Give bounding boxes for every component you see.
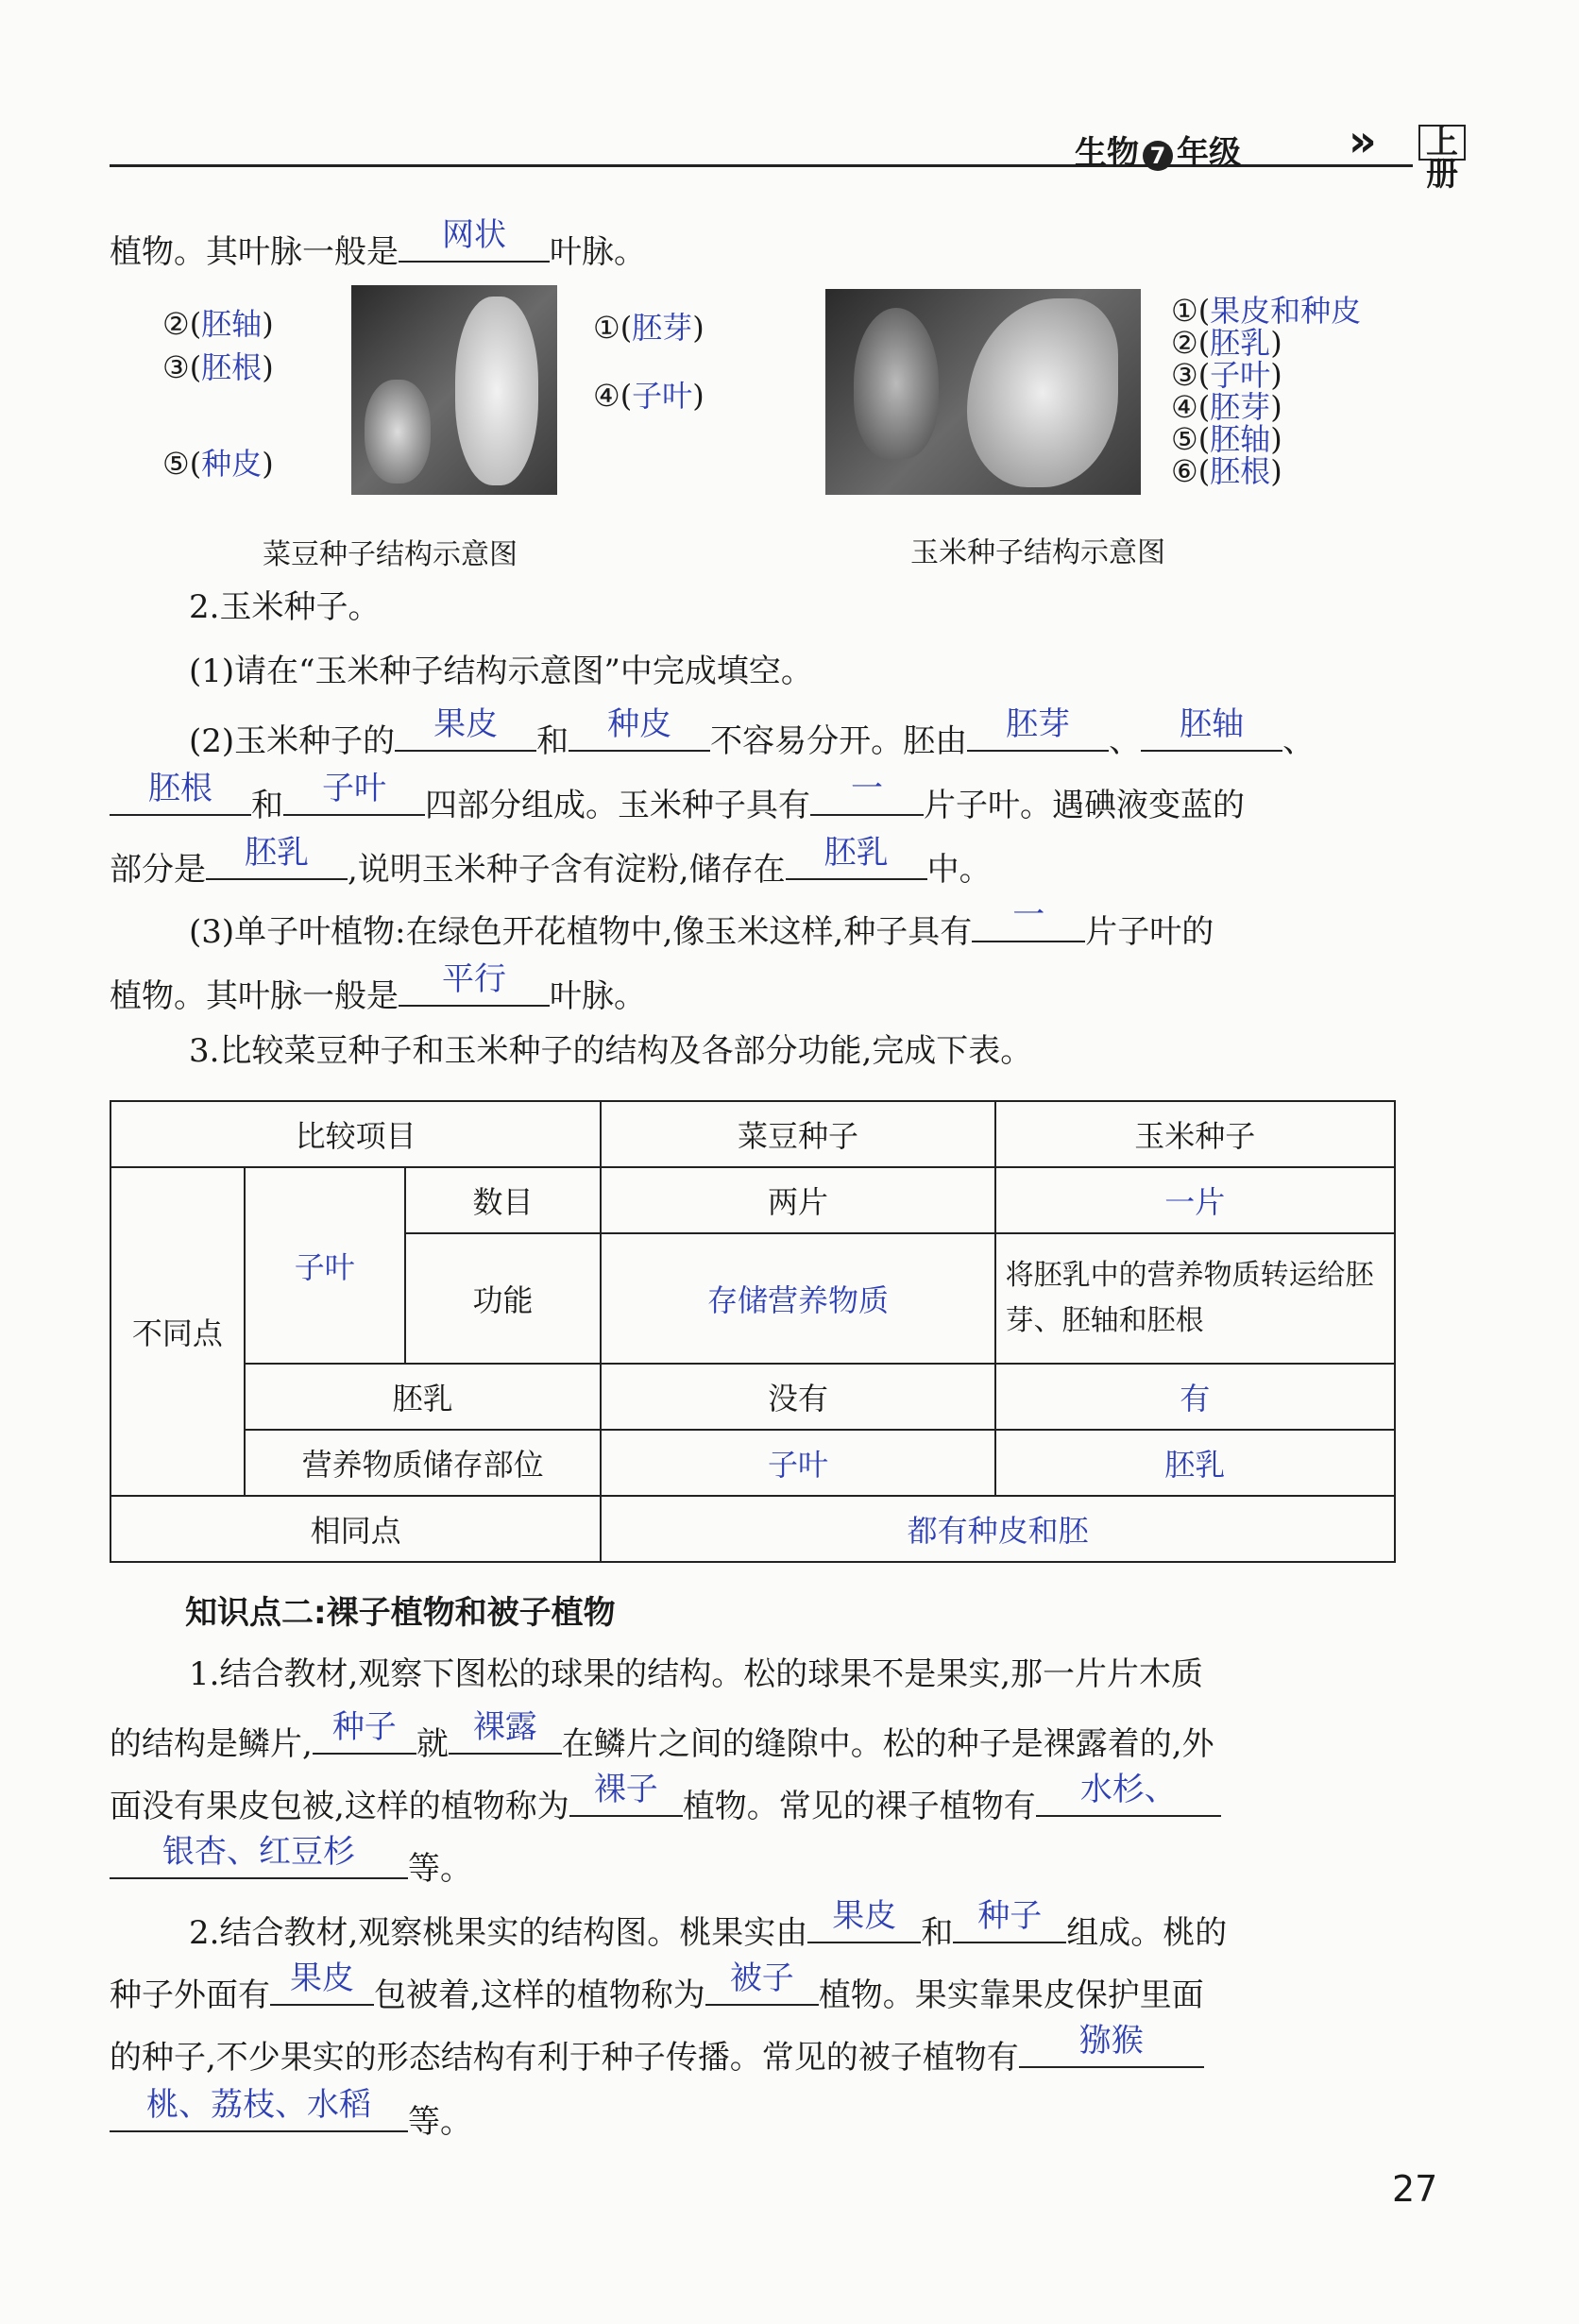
section-3-title: 3.比较菜豆种子和玉米种子的结构及各部分功能,完成下表。 [189,1032,1033,1070]
table-row [110,1496,1395,1562]
table-row [110,1167,1395,1233]
corn-label-4: ④(胚芽) [1171,389,1282,425]
blank-a2[interactable]: 种皮 [569,718,710,752]
bean-caption: 菜豆种子结构示意图 [263,538,518,571]
k2-p2-line1: 2.结合教材,观察桃果实的结构图。桃果实由 果皮 和 种子 组成。桃的 [189,1897,1228,1952]
knowledge-point-2-title: 知识点二:裸子植物和被子植物 [185,1594,616,1632]
corn-count: 一片 [995,1167,1395,1233]
corn-label-2: ②(胚乳) [1171,325,1282,361]
blank-a5[interactable]: 胚根 [110,782,251,816]
table-row [110,1364,1395,1430]
blank-a3[interactable]: 胚芽 [967,718,1109,752]
corn-label-6: ⑥(胚根) [1171,453,1282,489]
blank-c2[interactable]: 种子 [953,1909,1066,1943]
bean-label-3: ③(胚根) [162,349,274,385]
section-2-q2-line2: 胚根 和 子叶 四部分组成。玉米种子具有 一 片子叶。遇碘液变蓝的 [110,782,1245,822]
section-2-title: 2.玉米种子。 [189,588,381,626]
corn-seed-photo [825,289,1141,495]
bean-label-4: ④(子叶) [593,378,705,414]
function-label: 功能 [405,1233,602,1364]
th-item: 比较项目 [110,1101,601,1167]
grade-badge: 7 [1143,141,1173,171]
corn-function: 将胚乳中的营养物质转运给胚芽、胚轴和胚根 [995,1233,1395,1364]
k2-p2-line4: 桃、荔枝、水稻 等。 [110,2098,472,2138]
blank-a10[interactable]: 一 [972,908,1085,942]
bean-storage: 子叶 [601,1430,994,1496]
corn-caption: 玉米种子结构示意图 [910,536,1165,569]
k2-p2-line2: 种子外面有 果皮 包被着,这样的植物称为 被子 植物。果实靠果皮保护里面 [110,1959,1204,2014]
corn-label-3: ③(子叶) [1171,357,1282,393]
blank-b4[interactable]: 水杉、 [1036,1783,1221,1817]
corn-seed-section [854,308,939,459]
blank-a11[interactable]: 平行 [399,973,550,1007]
bean-count: 两片 [601,1167,994,1233]
bean-function: 存储营养物质 [601,1233,994,1364]
venation-line: 植物。其叶脉一般是 网状 叶脉。 [110,216,646,271]
corn-embryo [967,298,1118,487]
section-2-q3-line2: 植物。其叶脉一般是 平行 叶脉。 [110,960,646,1015]
blank-c1[interactable]: 果皮 [807,1909,921,1943]
bean-label-1: ①(胚芽) [593,310,705,346]
section-2-q2-line3: 部分是 胚乳 ,说明玉米种子含有淀粉,储存在 胚乳 中。 [110,834,992,889]
storage-label: 营养物质储存部位 [245,1430,601,1496]
th-corn: 玉米种子 [995,1101,1395,1167]
blank-b5[interactable]: 银杏、红豆杉 [110,1845,408,1879]
corn-label-1: ①(果皮和种皮 [1171,293,1362,329]
bean-cotyledon [455,297,538,485]
blank-b3[interactable]: 裸子 [569,1783,683,1817]
bean-endosperm: 没有 [601,1364,994,1430]
bean-seed-whole [365,380,431,483]
page-number: 27 [1392,2168,1438,2210]
section-2-q3-line1: (3)单子叶植物:在绿色开花植物中,像玉米这样,种子具有 一 片子叶的 [189,896,1214,951]
blank-c4[interactable]: 被子 [705,1972,819,2006]
blank-a6[interactable]: 子叶 [283,782,425,816]
blank-b1[interactable]: 种子 [313,1721,416,1755]
blank-a1[interactable]: 果皮 [395,718,536,752]
blank-a9[interactable]: 胚乳 [786,846,927,880]
header-volume: 上册 [1418,125,1466,161]
diff-label: 不同点 [110,1167,245,1496]
corn-storage: 胚乳 [995,1430,1395,1496]
blank-c6[interactable]: 桃、荔枝、水稻 [110,2098,408,2132]
blank-c3[interactable]: 果皮 [270,1972,374,2006]
same-answer: 都有种皮和胚 [601,1496,1395,1562]
same-label: 相同点 [110,1496,601,1562]
comparison-table [110,1100,1396,1563]
endosperm-label: 胚乳 [245,1364,601,1430]
section-2-q1: (1)请在“玉米种子结构示意图”中完成填空。 [189,653,813,690]
blank-a4[interactable]: 胚轴 [1141,718,1282,752]
cotyledon-cell: 子叶 [245,1167,405,1364]
header-subject: 生物 7 年级 [1075,134,1241,172]
blank-a8[interactable]: 胚乳 [206,846,348,880]
bean-label-5: ⑤(种皮) [162,446,274,482]
k2-p1-line4: 银杏、红豆杉 等。 [110,1845,472,1885]
bean-seed-photo [351,285,557,495]
k2-p1-line2: 的结构是鳞片, 种子 就 裸露 在鳞片之间的缝隙中。松的种子是裸露着的,外 [110,1708,1214,1763]
blank-venation[interactable]: 网状 [399,229,550,263]
count-label: 数目 [405,1167,602,1233]
k2-p1-line1: 1.结合教材,观察下图松的球果的结构。松的球果不是果实,那一片片木质 [189,1655,1204,1693]
page-header [110,115,1458,194]
k2-p2-line3: 的种子,不少果实的形态结构有利于种子传播。常见的被子植物有 猕猴 [110,2034,1204,2074]
blank-b2[interactable]: 裸露 [449,1721,562,1755]
section-2-q2-line1: (2)玉米种子的 果皮 和 种皮 不容易分开。胚由 胚芽 、 胚轴 、 [189,705,1316,760]
corn-endosperm: 有 [995,1364,1395,1430]
bean-label-2: ②(胚轴) [162,306,274,342]
k2-p1-line3: 面没有果皮包被,这样的植物称为 裸子 植物。常见的裸子植物有 水杉、 [110,1783,1221,1823]
double-chevron-icon: » [1349,115,1377,166]
blank-c5[interactable]: 猕猴 [1019,2034,1204,2068]
blank-a7[interactable]: 一 [810,782,924,816]
corn-label-5: ⑤(胚轴) [1171,421,1282,457]
table-header-row [110,1101,1395,1167]
table-row [110,1430,1395,1496]
th-bean: 菜豆种子 [601,1101,994,1167]
